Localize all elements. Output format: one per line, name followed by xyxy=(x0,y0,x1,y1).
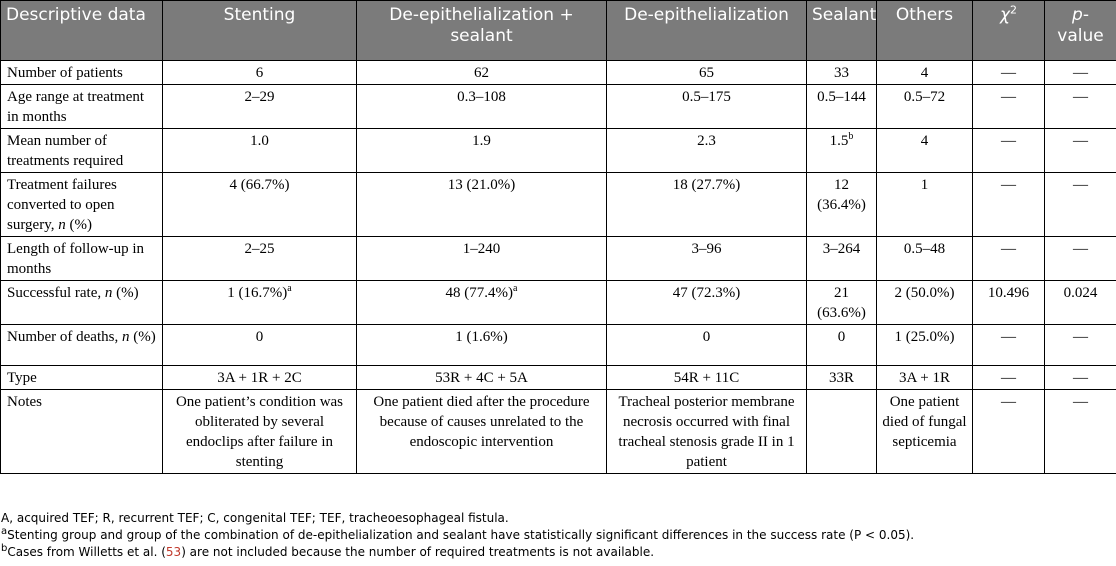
table-row xyxy=(1,237,1116,281)
table-row xyxy=(1,390,1116,474)
table-cell: 1 (25.0%) xyxy=(877,325,973,366)
header-others: Others xyxy=(877,1,973,61)
table-cell: — xyxy=(1045,237,1116,281)
table-cell: 4 xyxy=(877,129,973,173)
header-deepithelialization: De-epithelialization xyxy=(607,1,807,61)
table-cell: 18 (27.7%) xyxy=(607,173,807,237)
row-label: Type xyxy=(1,366,163,390)
table-cell: 53R + 4C + 5A xyxy=(357,366,607,390)
row-label: Length of follow-up in months xyxy=(1,237,163,281)
table-row xyxy=(1,325,1116,366)
table-cell: 33R xyxy=(807,366,877,390)
table-cell: — xyxy=(973,325,1045,366)
table-cell: — xyxy=(1045,390,1116,474)
header-stenting: Stenting xyxy=(163,1,357,61)
header-descriptive-data: Descriptive data xyxy=(1,1,163,61)
table-cell: 0.3–108 xyxy=(357,85,607,129)
table-cell: — xyxy=(1045,173,1116,237)
table-row xyxy=(1,281,1116,325)
table-cell: 0 xyxy=(607,325,807,366)
table-cell: 62 xyxy=(357,61,607,85)
header-sealant: Sealant xyxy=(807,1,877,61)
table-cell: 3A + 1R xyxy=(877,366,973,390)
table-cell xyxy=(807,390,877,474)
table-cell: 0.5–72 xyxy=(877,85,973,129)
table-cell: 4 xyxy=(877,61,973,85)
header-deep-sealant: De-epithelialization + sealant xyxy=(357,1,607,61)
table-cell: 1.5$^b$ xyxy=(807,129,877,173)
table-cell: Tracheal posterior membrane necrosis occurred with final tracheal stenosis grade II in 1 patient xyxy=(607,390,807,474)
table-cell: — xyxy=(973,61,1045,85)
table-cell: One patient died of fungal septicemia xyxy=(877,390,973,474)
table-cell: 2.3 xyxy=(607,129,807,173)
row-label: Number of patients xyxy=(1,61,163,85)
table-cell: 2–29 xyxy=(163,85,357,129)
row-label: Notes xyxy=(1,390,163,474)
table-cell: 54R + 11C xyxy=(607,366,807,390)
table-cell: 2–25 xyxy=(163,237,357,281)
table-cell: 0.5–144 xyxy=(807,85,877,129)
table-cell: — xyxy=(973,366,1045,390)
table-cell: 0.024 xyxy=(1045,281,1116,325)
table-cell: 1.9 xyxy=(357,129,607,173)
table-cell: One patient died after the procedure because of causes unrelated to the endoscopic intervention xyxy=(357,390,607,474)
table-footnotes xyxy=(0,510,1116,561)
table-cell: — xyxy=(1045,325,1116,366)
table-row xyxy=(1,366,1116,390)
table-cell: 2 (50.0%) xyxy=(877,281,973,325)
table-cell: — xyxy=(1045,366,1116,390)
table-cell: — xyxy=(1045,85,1116,129)
table-cell: — xyxy=(1045,129,1116,173)
table-row xyxy=(1,129,1116,173)
table-row xyxy=(1,61,1116,85)
table-cell: — xyxy=(973,129,1045,173)
table-cell: 3–264 xyxy=(807,237,877,281)
table-cell: 1 $(16.7\%)^a$ xyxy=(163,281,357,325)
header-row xyxy=(1,1,1116,61)
table-cell: — xyxy=(973,390,1045,474)
header-chi-square: $\chi^2$ xyxy=(973,1,1045,61)
table-cell: 4 (66.7%) xyxy=(163,173,357,237)
table-cell: 47 (72.3%) xyxy=(607,281,807,325)
table-cell: 1 xyxy=(877,173,973,237)
table-cell: — xyxy=(973,85,1045,129)
table-cell: 0.5–48 xyxy=(877,237,973,281)
footnote-a: $^a$Stenting group and group of the combination of de-epithelialization and sealant have statistically significant differences in the success rate (P < 0.05). xyxy=(1,526,915,542)
table-cell: 48 $(77.4\%)^a$ xyxy=(357,281,607,325)
header-p-value: p-value xyxy=(1045,1,1116,61)
row-label: Treatment failures converted to open surgery, n (%) xyxy=(1,173,163,237)
table-cell: 3A + 1R + 2C xyxy=(163,366,357,390)
table-cell: — xyxy=(973,173,1045,237)
table-cell: 21 (63.6%) xyxy=(807,281,877,325)
table-cell: 0 xyxy=(807,325,877,366)
table-cell: 0 xyxy=(163,325,357,366)
table-cell: 0.5–175 xyxy=(607,85,807,129)
reference-link[interactable]: 53 xyxy=(165,545,182,559)
table-cell: 65 xyxy=(607,61,807,85)
table-row xyxy=(1,85,1116,129)
footnote-b: $^b$Cases from Willetts et al. (53) are not included because the number of required treatments is not available. xyxy=(1,543,655,559)
table-cell: 3–96 xyxy=(607,237,807,281)
table-cell: — xyxy=(1045,61,1116,85)
row-label: Mean number of treatments required xyxy=(1,129,163,173)
table-cell: 1.0 xyxy=(163,129,357,173)
table-row xyxy=(1,173,1116,237)
table-cell: 13 (21.0%) xyxy=(357,173,607,237)
abbreviations-note: A, acquired TEF; R, recurrent TEF; C, congenital TEF; TEF, tracheoesophageal fistula. xyxy=(1,511,509,525)
table-cell: — xyxy=(973,237,1045,281)
row-label: Age range at treatment in months xyxy=(1,85,163,129)
table-cell: 12 (36.4%) xyxy=(807,173,877,237)
row-label: Number of deaths, n (%) xyxy=(1,325,163,366)
table-cell: One patient’s condition was obliterated by several endoclips after failure in stenting xyxy=(163,390,357,474)
table-cell: 6 xyxy=(163,61,357,85)
table-cell: 1 (1.6%) xyxy=(357,325,607,366)
table-cell: 33 xyxy=(807,61,877,85)
table-cell: 10.496 xyxy=(973,281,1045,325)
row-label: Successful rate, n (%) xyxy=(1,281,163,325)
table-cell: 1–240 xyxy=(357,237,607,281)
